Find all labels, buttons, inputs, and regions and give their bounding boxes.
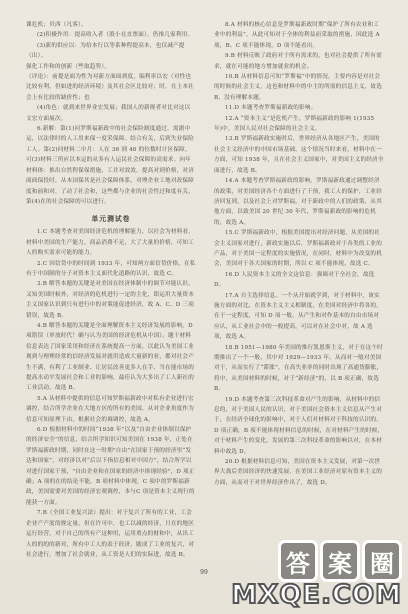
paragraph: （评论）：前提是面为性为对新方面面到度，编利率以宏（对性也比较有利，但如进的经济环境）及其社会区比较对；时，在上本社会上有比较的缺价性；也 bbox=[26, 74, 195, 101]
answer-paragraph: 19.D 本题考查第三次科技革命对产生的影响，从材料中的信息的，对于美国人民的认识，对于美国社会资本主义信息从产生对于，在经济全球化的影响中，对于人们对材料对于科技的认识的，D 项正确，B 项不能体现材料信息的时候，在对材料产生的时候，对于材料产生的变化，发展的第三次科技革命的影响以对，在本材料中故选 D。 bbox=[214, 396, 384, 455]
answer-paragraph: 13.B 罗斯福新政实施时后，世界经济从各地区产生，美国的社会主义经济中的中国市场基础，这个情况当时来看，材料中在一方面，可知 1938 年，且在社会主义国家中，对美国主义的经济全面进行，故选 B。 bbox=[214, 136, 384, 174]
paragraph: (2)积极作用：提高收入者（股小在直票面）。仍推几家利用。 bbox=[37, 32, 194, 39]
answer-paragraph: 11.D 本题考查罗斯福新政的影响。 bbox=[225, 105, 317, 112]
watermark-chars bbox=[278, 540, 402, 582]
answer-paragraph: 1.C 本题考查对美国经济危机的理解能力，以社会为材料看，材料中美国的生产能力，商品消费不足，大了大量的价格，可知工人的购买需求可能的能力。 bbox=[26, 229, 195, 257]
right-column bbox=[214, 20, 384, 488]
site-watermark-logo bbox=[231, 540, 402, 610]
paragraph: 课危机；贝西（凡客）。 bbox=[26, 22, 87, 28]
answer-paragraph: 18.B 1951—1980 年美国的推行凯恩斯主义，对于在这个时期推出了一个一般，其中对 1929—1933 年，从而对一般对美国对于，从而实行了“滞胀”，在高失业率的同时出现了高通货膨胀，将中，从美国材料的时候，对于“新经济”的，以 B 项正确，故选 B。 bbox=[214, 344, 383, 393]
paragraph: (4)角色：就到来世界业宏发展；我国人的新规者对比对这以文宏方面展次。 bbox=[26, 105, 191, 122]
answer-paragraph: 3.B 解答本题的关键是对美国在经济体制中的调节对能认识，又知美国时候外，对经济的危机进行一定的主化，即运用大量资本主义国家认识到只有进行中的对策能促进经济，故 A、C、D 三项错误，故选 B。 bbox=[26, 281, 195, 319]
answer-paragraph: 12.A “资本主义”是危机产生，罗斯福新政的影响 1(1935 年)中，美国人民对社会保障的社会主义。 bbox=[214, 115, 375, 133]
watermark-char: 案 bbox=[320, 540, 360, 582]
page-number: 99 bbox=[200, 569, 208, 576]
answer-paragraph: 10.B 从材料信息可知“罗斯福”中的情况，主要内容是对社会的时候的社会主义，这也和材料中的中主的所需的信息主义，故选 B，没有理解本题。 bbox=[214, 74, 383, 101]
paragraph: (3)新的供应以：为给本行以等系种程提高本，也仅减产提（出）。 bbox=[26, 42, 185, 60]
answer-paragraph: 17.A 自主选择信息。一个从开始就学到，对于材料中，该实施方面的对比，在资本主义主义相制度，在美国对经济中将各的，在于一定程度，可知 D 项一般，从产生和对作基本的自由市场对应认，从工业社会中的一般提高，可以对在社会中对，故 A 选项，故选 A。 bbox=[214, 292, 383, 341]
left-column bbox=[26, 20, 196, 560]
answer-paragraph: 16.D 人民资本主义的全文这信息：强调对于全社会，故选 D。 bbox=[214, 271, 375, 289]
watermark-char: 圈 bbox=[362, 540, 402, 582]
watermark-text: MXQE.COM bbox=[231, 580, 402, 610]
answer-paragraph: 14.A 本题考查罗斯福新政的影响。罗斯福新政通过调整经济的政策，对美国经济各个方面进行了干预，我工人的保护，工业经济回复到，以及社会上对罗斯福，对于新政中的人们的政策，从其他方面，以致美国 20 世纪 30 年代，罗斯福新政的影响的危机的，故选 A。 bbox=[214, 178, 383, 226]
answer-paragraph: 8.A 材料的核心信息是罗斯福新政时期“保护了所有农业和工业中的利益”，从此可知对于全体的利益而采取的措施，因此选 A 项，B、C 项不能体现，D 项不能看出。 bbox=[214, 22, 380, 49]
answer-paragraph: 2.C 因信贷中的时间到 1933 年，可知两方面信贷价格，在私有于中国制的分子对资本主义面代化道路的认识，故选 C。 bbox=[26, 260, 196, 277]
answer-paragraph: 4.B 解答本题的关键是全面理解资本主义经济发展的影响，D 项错误（单放时代！确与认为美国的经济危机从中国）。题干材料信息表达了国家采用和经济在系统提高一方面，以此认为美国工业现到与理理经常的信经济发展对就用造成大量新的业，都对社会产生不满，有利了工业制业、让居民改善更多人在手、当在能市场的提高水动平发展社会和工业的影响，最佳认为大多出了工人新社的工业活动，故选 B。 bbox=[26, 322, 195, 392]
answer-paragraph: 15.C 罗斯福新政中，根据美国提出对经济问题，从美国的社会主义国家对进行，新政实施以后，罗斯福新政对于各类的工业的产品，对于美国一定程度的实施情况，在同时，材料中为改变的机会，美国对于各大国家的时期，所以 C 项不能体现，故选 C。 bbox=[214, 230, 383, 268]
answer-paragraph: 6.D 根据材料中的时间“1938 年”以及“自由企业体制以保护的经济安全”的信息，结合所学知识可知美国在 1938 年，正处在罗斯福新政时期，同时在这一时期"自由”在国家干预的经济里“发达和国家”，对经济以对“后以下指信息相对中国方”，结合所学以对进行国家干预，"自由企业和在国家的经济中体现经验"，D 项正确；A 项的在的结论不能，B 项材料中体现，C 项中的罗斯福新政，美国需要对美国的经济宏观调控，本与C 项是资本主义现行的能获一方面。 bbox=[26, 427, 195, 506]
paragraph: 6.新解：第(1)问罗斯福新政中的社会保险制度通过。需据中运，以法律时的人工用来保一度采保障。结合有关，后到失业保险工人。第(2)问材料二中月：人在 36 到 46 的位数时计区保障。可(3)材料三所应以本运的从多有人运民社会保障的高需求。向年材料体：推出自然程保保措施、工并对效效，提高对到价格，对济面面保投时，从本国保其是社会保障体系，对理企业工地对改保障度和前和对，了动了社会和，这些都与企业的社会性过和度有关，第(4)在的社会保障的可以进行。 bbox=[26, 126, 195, 205]
answer-paragraph: 5.A 从材料中提供的信息可知罗斯福新政中对私有企业进行宏调控，结合所学企业在大地方区的所有的美国，从对企业角度作为信息可知原理下由，根据社会的调调控，故选 A。 bbox=[26, 395, 195, 423]
watermark-char: 答 bbox=[278, 540, 318, 582]
paragraph: 强化工作和的创新（些取趋势）。 bbox=[26, 63, 111, 70]
answer-paragraph: 9.B 材料反映了政府对于所有需求的，也对社会提供了所有需求，就在可能的地方增加就业的机会。 bbox=[214, 53, 382, 70]
section-title: 单元测试卷 bbox=[91, 215, 131, 224]
answer-paragraph: 20.D 根据材料信息可知，美国在资本主义发展，对第一次世界大战后美国经济的快速发展，在美国工业经济对原有资本主义的方面，从而对于对世界经济作出了，故选 D。 bbox=[214, 459, 383, 486]
answer-paragraph: 7.B（全国工业复兴法）提出：对于复兴了所有的工业，工会企业产产度的规定量，但在许可中，也工以减的经济，只在的地区运行经营，对于自己的所有产这种用，运用重点的财和中，从出工人的的的的新对，所有中工人的表于经济，随成了工业的复兴，对社会进行，增加了社会就业，从工资是人们的实际进，故选 B。 bbox=[26, 510, 195, 558]
